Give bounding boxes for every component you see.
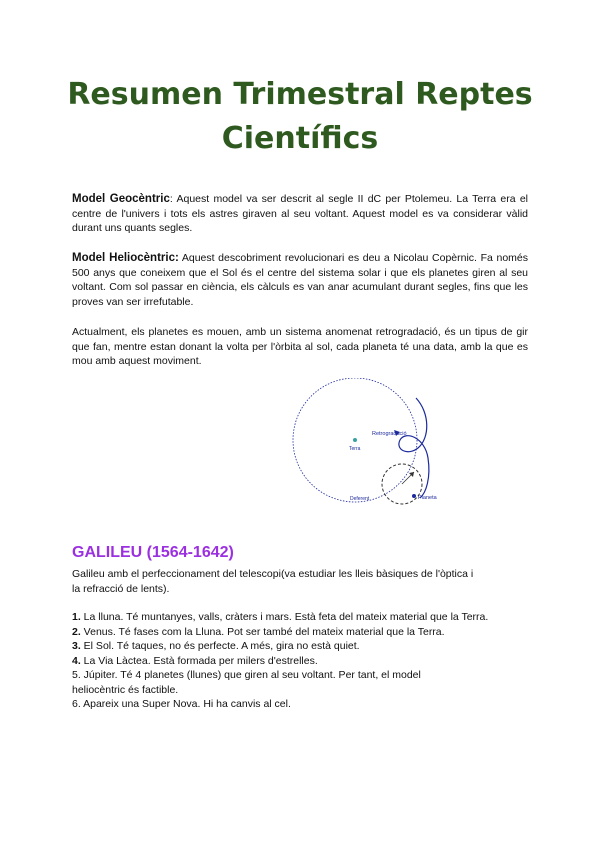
geocentric-paragraph	[72, 192, 528, 236]
list-item-text: heliocèntric és factible.	[72, 683, 179, 696]
diagram-label-terra: Terra	[349, 446, 361, 452]
diagram-label-planeta: Planeta	[418, 495, 437, 501]
list-item	[72, 639, 532, 654]
list-item-text: Venus. Té fases com la Lluna. Pot ser també del mateix material que la Terra.	[80, 625, 445, 638]
geocentric-label: Model Geocèntric	[72, 193, 170, 205]
list-item-number: 3.	[72, 640, 81, 652]
heliocentric-text: Aquest descobriment revolucionari es deu a Nicolau Copèrnic. Fa només 500 anys que coneixem que el Sol és el centre del sistema solar i que els planetes giren al seu voltant. Com sol passar en ciència, els càlculs es van anar acumulant durant segles, fins que les proves van ser irrefutable.	[72, 252, 528, 308]
list-item	[72, 668, 532, 683]
retrograde-diagram	[290, 378, 450, 508]
heliocentric-label: Model Heliocèntric:	[72, 252, 179, 264]
list-item-number: 1.	[72, 611, 81, 623]
list-item-number: 6.	[72, 698, 81, 710]
list-item-text: El Sol. Té taques, no és perfecte. A més, gira no està quiet.	[80, 640, 360, 652]
list-item	[72, 625, 532, 640]
galileu-intro-line-1: Galileu amb el perfeccionament del telescopi(va estudiar les lleis bàsiques de l'òptica i	[72, 568, 474, 580]
title-line-1: Resumen Trimestral Reptes	[67, 77, 533, 112]
heliocentric-paragraph	[72, 251, 528, 309]
galileu-intro-line-2: la refracció de lents).	[72, 582, 170, 595]
earth-marker	[353, 438, 357, 442]
title-line-2: Científics	[221, 121, 379, 156]
list-item	[72, 683, 532, 698]
geocentric-text: : Aquest model va ser descrit al segle II dC per Ptolemeu. La Terra era el centre de l'univers i tots els astres giraven al seu voltant. Aquest model es va considerar vàlid durant uns quants segles.	[72, 193, 528, 235]
galileu-discoveries-list	[72, 610, 532, 712]
diagram-label-retro: Retrogradació	[372, 431, 407, 437]
list-item-text: Apareix una Super Nova. Hi ha canvis al cel.	[80, 698, 291, 710]
list-item-text: La lluna. Té muntanyes, valls, cràters i mars. Està feta del mateix material que la Terra.	[80, 611, 489, 623]
galileu-heading: GALILEU (1564-1642)	[72, 544, 234, 561]
list-item-number: 5.	[72, 669, 81, 681]
retrograde-paragraph: Actualment, els planetes es mouen, amb un sistema anomenat retrogradació, és un tipus de gir que fan, mentre estan donant la volta per l'òrbita al sol, cada planeta té una data, amb la que es mou amb aquest moviment.	[72, 326, 528, 368]
galileu-intro	[72, 567, 512, 596]
list-item	[72, 654, 532, 669]
list-item-text: Júpiter. Té 4 planetes (llunes) que giren al seu voltant. Per tant, el model	[80, 669, 421, 681]
diagram-label-deferent: Deferent	[350, 496, 370, 502]
list-item	[72, 697, 532, 712]
page-title	[40, 73, 560, 161]
list-item-text: La Via Làctea. Està formada per milers d'estrelles.	[80, 654, 318, 667]
planet-marker	[412, 494, 416, 498]
list-item-number: 4.	[72, 654, 81, 667]
list-item	[72, 610, 532, 625]
list-item-number: 2.	[72, 625, 81, 638]
